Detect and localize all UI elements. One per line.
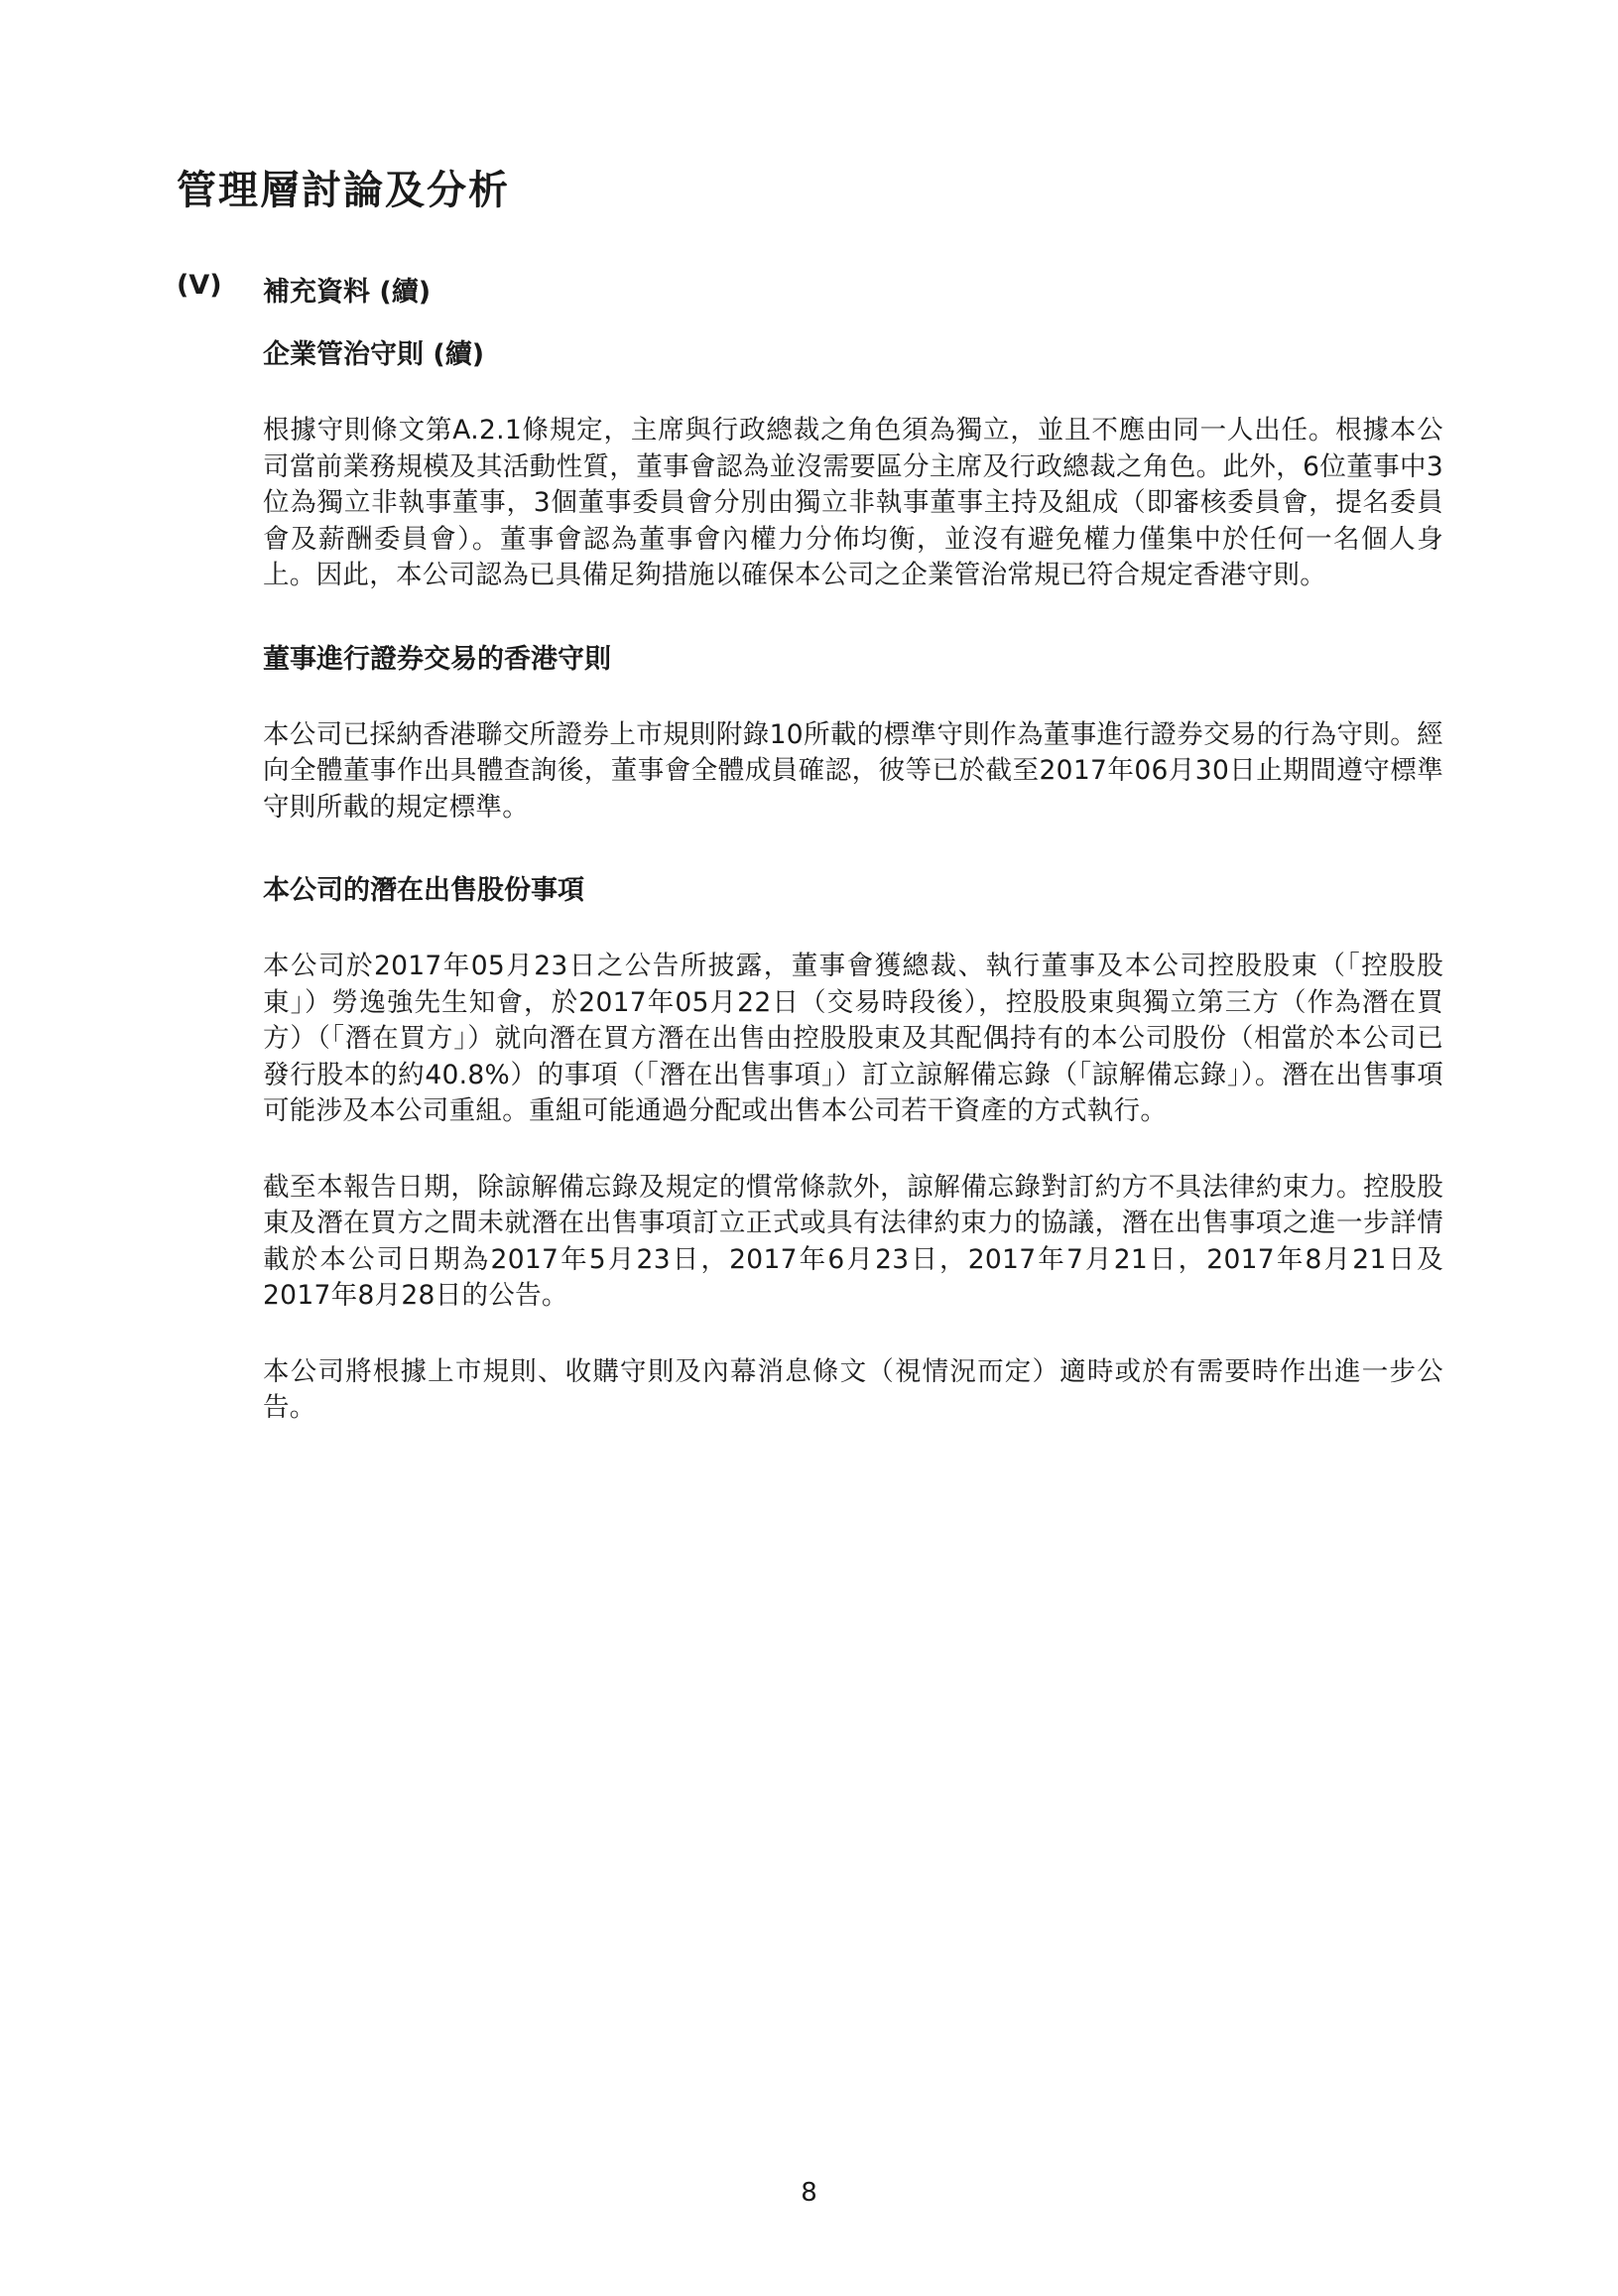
page-title: 管理層討論及分析 [177,168,510,213]
main-content [263,337,1443,1467]
paragraph-possible-disposal-announcement: 本公司於2017年05月23日之公告所披露，董事會獲總裁、執行董事及本公司控股股東（「控股股東」）勞逸強先生知會，於2017年05月22日（交易時段後），控股股東與獨立第三方（作為潛在買方）（「潛在買方」）就向潛在買方潛在出售由控股股東及其配偶持有的本公司股份（相當於本公司已發行股本的約40.8%）的事項（「潛在出售事項」）訂立諒解備忘錄（「諒解備忘錄」）。潛在出售事項可能涉及本公司重組。重組可能通過分配或出售本公司若干資產的方式執行。 [263,951,1443,1126]
subsection-heading-model-code: 董事進行證券交易的香港守則 [263,643,611,675]
section-number: (V) [177,270,222,301]
subsection-heading-corporate-governance: 企業管治守則 (續) [263,339,485,370]
section-title: 補充資料 (續) [263,277,432,308]
section-heading [177,270,431,309]
paragraph-chairman-ceo-roles: 根據守則條文第A.2.1條規定，主席與行政總裁之角色須為獨立，並且不應由同一人出任。根據本公司當前業務規模及其活動性質，董事會認為並沒需要區分主席及行政總裁之角色。此外，6位董事中3位為獨立非執事董事，3個董事委員會分別由獨立非執事董事主持及組成（即審核委員會，提名委員會及薪酬委員會）。董事會認為董事會內權力分佈均衡，並沒有避免權力僅集中於任何一名個人身上。因此，本公司認為已具備足夠措施以確保本公司之企業管治常規已符合規定香港守則。 [263,415,1443,590]
subsection-heading-possible-disposal: 本公司的潛在出售股份事項 [263,875,584,906]
page-number: 8 [801,2178,817,2208]
paragraph-mou-status: 截至本報告日期，除諒解備忘錄及規定的慣常條款外，諒解備忘錄對訂約方不具法律約束力。控股股東及潛在買方之間未就潛在出售事項訂立正式或具有法律約束力的協議，潛在出售事項之進一步詳情載於本公司日期為2017年5月23日，2017年6月23日，2017年7月21日，2017年8月21日及2017年8月28日的公告。 [263,1171,1443,1311]
paragraph-model-code: 本公司已採納香港聯交所證券上市規則附錄10所載的標準守則作為董事進行證券交易的行為守則。經向全體董事作出具體查詢後，董事會全體成員確認，彼等已於截至2017年06月30日止期間遵守標準守則所載的規定標準。 [263,718,1443,823]
paragraph-further-announcement: 本公司將根據上市規則、收購守則及內幕消息條文（視情況而定）適時或於有需要時作出進一步公告。 [263,1355,1443,1423]
